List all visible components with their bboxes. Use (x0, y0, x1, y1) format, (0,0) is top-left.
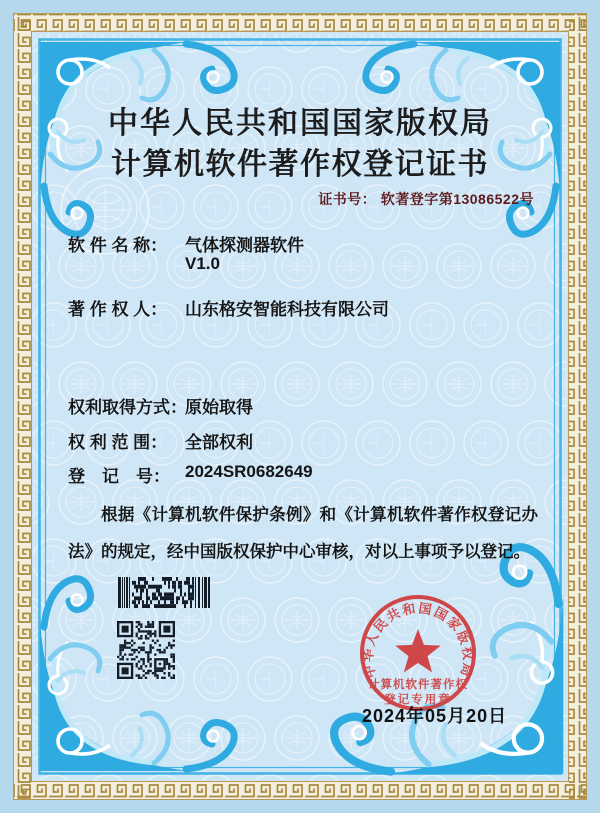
official-stamp (353, 588, 483, 718)
stamp-arc-text: 中华人民共和国国家版权局 (360, 600, 476, 680)
certificate-title-line1: 中华人民共和国国家版权局 (108, 107, 492, 140)
field-label: 著 作 权 人： (68, 300, 168, 319)
field-label: 登 记 号： (68, 467, 170, 486)
certificate-number-value: 软著登字第13086522号 (380, 191, 534, 207)
certificate-number-label: 证书号： (318, 191, 377, 207)
certificate-title-line2: 计算机软件著作权登记证书 (111, 148, 489, 181)
field-value: 气体探测器软件 (185, 236, 304, 255)
field-software-name (68, 231, 304, 256)
field-value: 全部权利 (185, 433, 253, 452)
field-rights-scope (68, 428, 253, 453)
field-value: 2024SR0682649 (185, 462, 313, 481)
certificate-number-line (318, 189, 534, 209)
registration-statement: 根据《计算机软件保护条例》和《计算机软件著作权登记办法》的规定，经中国版权保护中心审核，对以上事项予以登记。 (68, 506, 538, 561)
stamp-text-line2: 登记专用章 (384, 694, 452, 706)
field-value: 山东格安智能科技有限公司 (185, 300, 389, 319)
star-icon (395, 629, 441, 672)
barcode-image (118, 577, 210, 608)
qr-code-image (117, 621, 175, 679)
field-label: 权利取得方式： (68, 398, 187, 417)
field-registration-number (68, 462, 313, 487)
field-label: 权 利 范 围： (68, 433, 168, 452)
issue-date: 2024年05月20日 (362, 706, 508, 726)
field-value: 原始取得 (185, 398, 253, 417)
field-acquisition-method (68, 393, 253, 418)
software-version: V1.0 (185, 254, 220, 273)
stamp-text-line1: 计算机软件著作权 (368, 679, 468, 691)
field-copyright-owner (68, 295, 389, 320)
field-label: 软 件 名 称： (68, 236, 168, 255)
